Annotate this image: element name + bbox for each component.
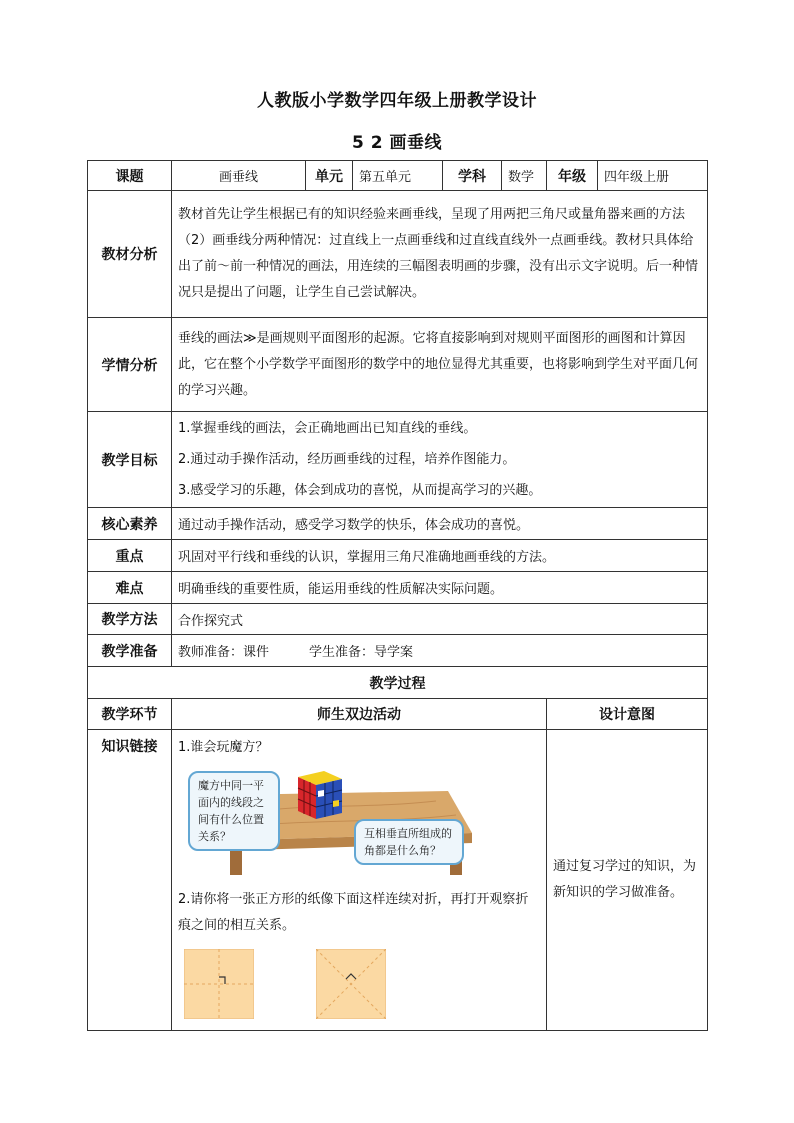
prep-text	[172, 635, 708, 667]
lesson-plan-table	[87, 160, 708, 1031]
keypoint-text: 巩固对平行线和垂线的认识，掌握用三角尺准确地画垂线的方法。	[172, 540, 708, 572]
subject-value: 数学	[502, 161, 547, 191]
page-title: 人教版小学数学四年级上册教学设计	[257, 91, 537, 111]
fold-figures	[178, 949, 540, 1023]
method-text: 合作探究式	[172, 604, 708, 635]
stage-label: 知识链接	[88, 730, 172, 1031]
col-intent: 设计意图	[547, 699, 708, 730]
method-row	[88, 604, 708, 635]
process-header-row	[88, 699, 708, 730]
topic-label: 课题	[88, 161, 172, 191]
goal-item: 2.通过动手操作活动，经历画垂线的过程，培养作图能力。	[178, 452, 516, 467]
difficulty-label: 难点	[88, 572, 172, 604]
teacher-prep: 教师准备：课件	[178, 645, 270, 660]
bubble-right: 互相垂直所组成的角都是什么角？	[354, 819, 464, 865]
col-activity: 师生双边活动	[172, 699, 547, 730]
goals-list	[172, 412, 708, 508]
students-text: 垂线的画法≫是画规则平面图形的起源。它将直接影响到对规则平面图形的画图和计算因此，它在整个小学数学平面图形的数学中的地位显得尤其重要，也将影响到学生对平面几何的学习兴趣。	[172, 318, 708, 412]
question-2: 2.请你将一张正方形的纸像下面这样连续对折，再打开观察折痕之间的相互关系。	[178, 892, 529, 933]
lesson-title: 5 2 画垂线	[352, 133, 442, 153]
textbook-label: 教材分析	[88, 191, 172, 318]
literacy-label: 核心素养	[88, 508, 172, 540]
students-label: 学情分析	[88, 318, 172, 412]
students-row	[88, 318, 708, 412]
difficulty-row	[88, 572, 708, 604]
prep-row	[88, 635, 708, 667]
goals-label: 教学目标	[88, 412, 172, 508]
prep-label: 教学准备	[88, 635, 172, 667]
folded-paper-1-icon	[184, 949, 254, 1019]
goal-item: 3.感受学习的乐趣，体会到成功的喜悦，从而提高学习的兴趣。	[178, 483, 542, 498]
textbook-text: 教材首先让学生根据已有的知识经验来画垂线，呈现了用两把三角尺或量角器来画的方法（2）画垂线分两种情况：过直线上一点画垂线和过直线直线外一点画垂线。教材只具体给出了前～前一种情况的画法，用连续的三幅图表明画的步骤，没有出示文字说明。后一种情况只是提出了问题，让学生自己尝试解决。	[172, 191, 708, 318]
intent-cell: 通过复习学过的知识，为新知识的学习做准备。	[547, 730, 708, 1031]
keypoint-row	[88, 540, 708, 572]
difficulty-text: 明确垂线的重要性质，能运用垂线的性质解决实际问题。	[172, 572, 708, 604]
col-stage: 教学环节	[88, 699, 172, 730]
unit-value: 第五单元	[353, 161, 443, 191]
rubiks-cube-illustration	[186, 763, 476, 875]
literacy-text: 通过动手操作活动，感受学习数学的快乐，体会成功的喜悦。	[172, 508, 708, 540]
student-prep: 学生准备：导学案	[309, 645, 414, 660]
topic-value: 画垂线	[172, 161, 306, 191]
bubble-left: 魔方中同一平面内的线段之间有什么位置关系？	[188, 771, 280, 851]
literacy-row	[88, 508, 708, 540]
grade-value: 四年级上册	[598, 161, 708, 191]
method-label: 教学方法	[88, 604, 172, 635]
knowledge-link-row	[88, 730, 708, 1031]
goals-row	[88, 412, 708, 508]
info-row	[88, 161, 708, 191]
process-heading-row	[88, 667, 708, 699]
process-heading: 教学过程	[88, 667, 708, 699]
goal-item: 1.掌握垂线的画法，会正确地画出已知直线的垂线。	[178, 421, 477, 436]
activity-cell	[172, 730, 547, 1031]
textbook-row	[88, 191, 708, 318]
subject-label: 学科	[443, 161, 502, 191]
folded-paper-2-icon	[316, 949, 386, 1019]
unit-label: 单元	[306, 161, 353, 191]
grade-label: 年级	[547, 161, 598, 191]
question-1: 1.谁会玩魔方？	[178, 740, 269, 755]
keypoint-label: 重点	[88, 540, 172, 572]
